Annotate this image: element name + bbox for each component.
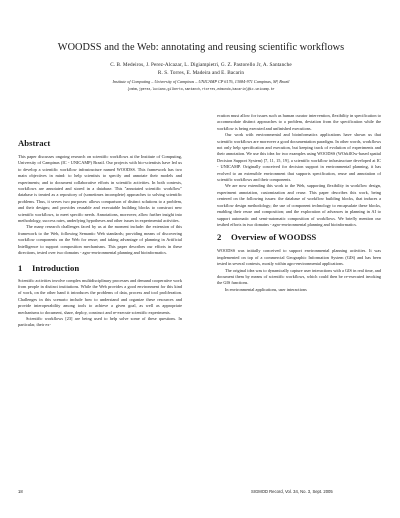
affiliation: Institute of Computing – University of Campinas – UNICAMP CP 6176, 13084-971 Campinas, SP, Brazil <box>112 79 290 84</box>
paper-title: WOODSS and the Web: annotating and reusing scientific workflows <box>57 42 345 53</box>
section-title: Introduction <box>32 262 80 273</box>
abstract-paragraph-2: The many research challenges faced by us at the moment include: the extension of this framework to the Web, following Semantic Web standards; providing means of discovering workflow components on the Web for reuse; and taking advantage of planning in Artificial Intelligence to support composition mechanisms. This paper describes our efforts in these directions, tested over two domains - agro-environmental planning and bioinformatics. <box>18 224 182 256</box>
author-emails: {cmbm,jperez,luciano,gilberto,santanch,rtorres,edmundo,bacarin}@ic.unicamp.br <box>127 87 275 91</box>
authors-line-2: R. S. Torres, E. Madeira and E. Bacarin <box>157 69 245 76</box>
author-list <box>18 62 384 77</box>
overview-heading <box>217 232 381 242</box>
authors-line-1: C. B. Medeiros, J. Perez-Alcazar, L. Digiampietri, G. Z. Pastorello Jr, A. Santanche <box>110 62 292 68</box>
overview-paragraph-3: In environmental applications, user interactions <box>225 286 307 292</box>
right-paragraph-1: ecution must allow for issues such as human curator intervention, flexibility in specification to accommodate distinct approaches to a problem, deviation from the specification while the workflow is being executed and unfinished executions. <box>217 113 381 131</box>
intro-paragraph-1: Scientific activities involve complex multidisciplinary processes and demand cooperative work from people in distinct institutions. While the Web provides a good environment for this kind of work, on the other hand it introduces the problems of data, process and tool proliferation. Challenges in this scenario include how to understand and organize these resources and provide interoperability among tools to achieve a given goal, as well as appropriate mechanisms to document, share, deploy, construct and re-execute scientific experiments. <box>18 277 182 315</box>
right-paragraph-2: Our work with environmental and bioinformatics applications have shown us that scientific workflows are moreover a good documentation paradigm. In other words, workflows not only help specification and execution, but keeping track of evolution of experiments and their annotation. We use this idea for two examples using WOODSS (WOrkflOw-based spatial Decision Support System) [7, 11, 15, 19], a scientific workflow infrastructure developed at IC - UNICAMP. Originally conceived for decision support in environmental planning, it has evolved to an extensible environment that supports specification, reuse and annotation of scientific workflows and their components. <box>217 132 381 183</box>
right-column <box>217 113 381 293</box>
section-number: 2 <box>217 232 222 243</box>
section-number: 1 <box>18 262 23 273</box>
page-number: 18 <box>18 489 23 494</box>
intro-paragraph-2: Scientific workflows [23] are being used to help solve some of these questions. In particular, their ex- <box>18 315 182 328</box>
abstract-paragraph-1: This paper discusses ongoing research on scientific workflows at the Institute of Computing, University of Campinas (IC - UNICAMP) Brazil. Our projects with bio-scientists have led us to develop a scientific workflow infrastructure named WOODSS. This framework has two main objectives in mind: to help scientists to specify and annotate their models and experiments; and to document collaborative efforts in scientific activities. In both contexts, workflows are annotated and stored in a database. This "annotated scientific workflow" database is treated as a repository of (sometimes incomplete) approaches to solving scientific problems. Thus, it serves two purposes: allows comparison of distinct solutions to a problem, and their designs; and provides reusable and executable building blocks to construct new scientific workflows, to meet specific needs. Annotations, moreover, allow further insight into methodology, success rates, underlying hypotheses and other issues in experimental activities. <box>18 154 182 224</box>
overview-paragraph-1: WOODSS was initially conceived to support environmental planning activities. It was implemented on top of a commercial Geographic Information System (GIS) and has been tested in several contexts, mostly within agro-environmental applications. <box>217 248 381 267</box>
section-title: Overview of WOODSS <box>231 232 317 243</box>
journal-footer: SIGMOD Record, Vol. 34, No. 3, Sept. 2005 <box>251 489 333 494</box>
abstract-heading: Abstract <box>18 138 51 148</box>
right-paragraph-3: We are now extending this work to the Web, supporting flexibility in workflow design, experiment annotation, customization and reuse. This paper describes this work, being centered on the following issues: the database of workflow building blocks, that induces a workflow design methodology; the use of component technology to encapsulate these blocks, enabling their reuse and composition; and the exploration of advances in planning in AI to support automatic and semi-automatic composition of workflows. We briefly mention our testbed efforts in two domains - agro-environmental planning and bioinformatics. <box>217 183 381 227</box>
introduction-heading <box>18 263 182 273</box>
left-column <box>18 111 182 329</box>
overview-paragraph-2: The original idea was to dynamically capture user interactions with a GIS in real time, and document them by means of scientific workflows, which could then be re-executed invoking the GIS functions. <box>217 267 381 286</box>
